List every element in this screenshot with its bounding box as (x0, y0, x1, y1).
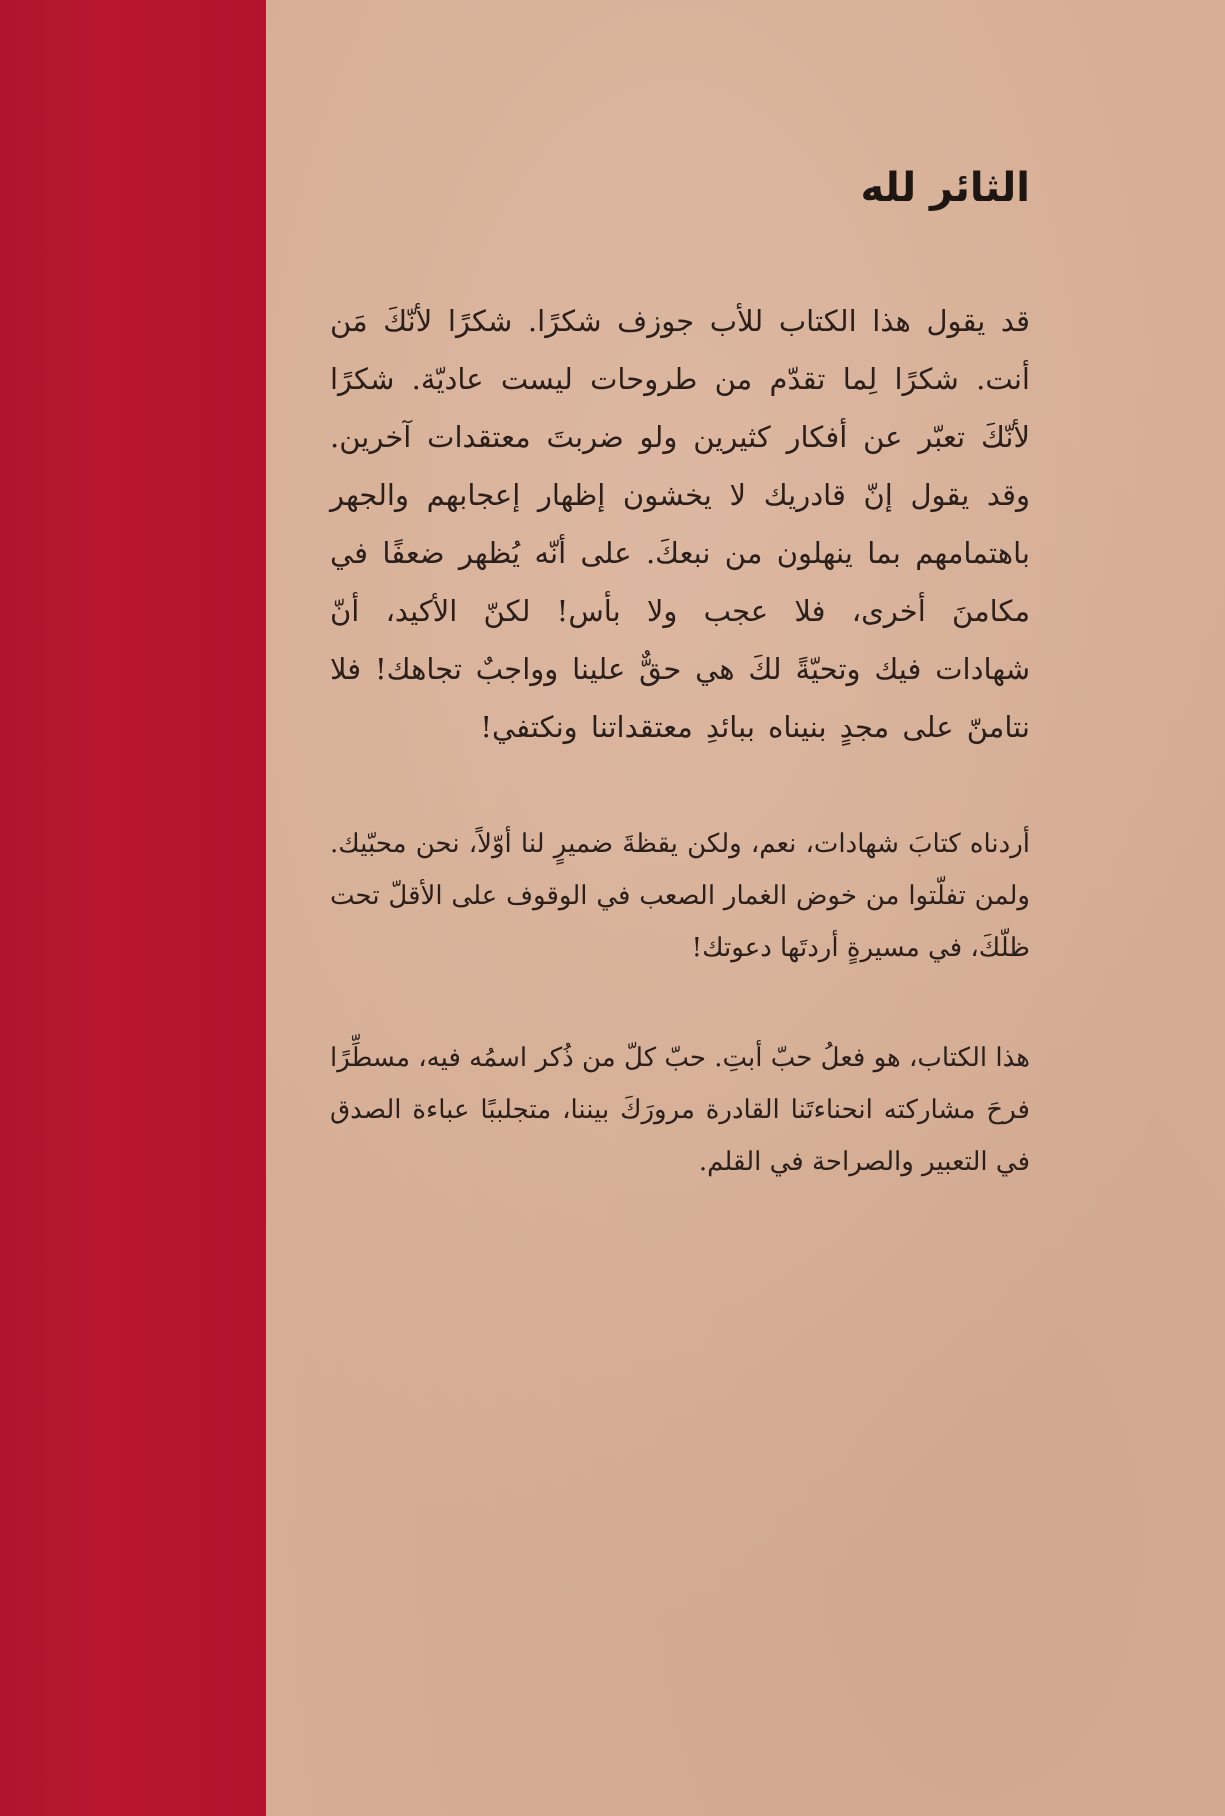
blurb-paragraph-1: قد يقول هذا الكتاب للأب جوزف شكرًا. شكرًا لأنّكَ مَن أنت. شكرًا لِما تقدّم من طروحات ليست عاديّة. شكرًا لأنّكَ تعبّر عن أفكار كثيرين ولو ضربتَ معتقدات آخرين. وقد يقول إنّ قادريك لا يخشون إظهار إعجابهم والجهر باهتمامهم بما ينهلون من نبعكَ. على أنّه يُظهر ضعفًا في مكامنَ أخرى، فلا عجب ولا بأس! لكنّ الأكيد، أنّ شهادات فيك وتحيّةً لكَ هي حقٌّ علينا وواجبٌ تجاهك! فلا نتامنّ على مجدٍ بنيناه ببائدِ معتقداتنا ونكتفي! (330, 304, 1030, 744)
blurb-paragraph-2: أردناه كتابَ شهادات، نعم، ولكن يقظةَ ضميرٍ لنا أوّلاً، نحن محبّيك. ولمن تفلّتوا من خوض الغمار الصعب في الوقوف على الأقلّ تحت ظلّكَ، في مسيرةٍ أردتَها دعوتك! (330, 829, 1030, 963)
book-title: الثائر لله (860, 165, 1030, 211)
blurb-paragraph-3: هذا الكتاب، هو فعلُ حبّ أبتِ. حبّ كلّ من ذُكر اسمُه فيه، مسطِّرًا فرحَ مشاركته انحناءتَنا القادرة مرورَكَ بيننا، متجلببًا عباءة الصدق في التعبير والصراحة في القلم. (330, 1043, 1030, 1177)
back-cover-text (330, 150, 1030, 1188)
red-accent-band (0, 0, 266, 1816)
